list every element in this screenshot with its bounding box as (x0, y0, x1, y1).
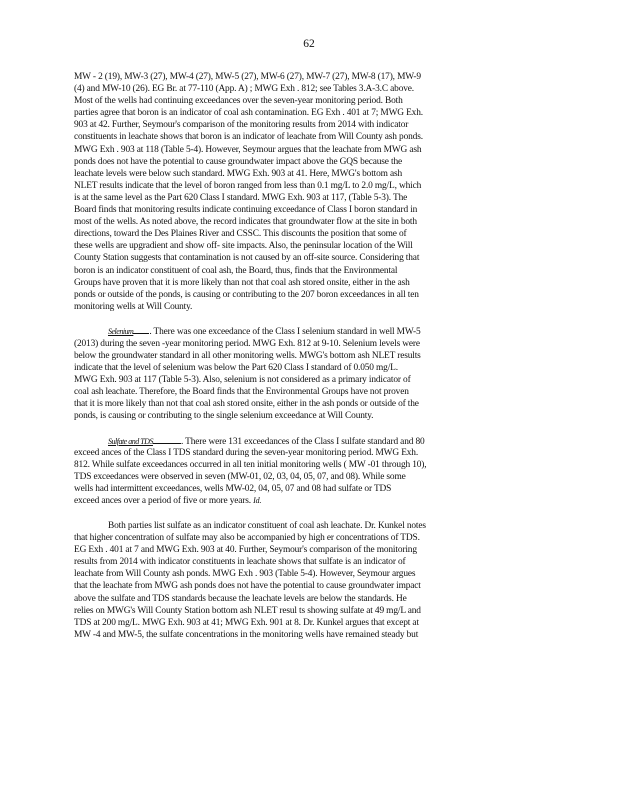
text-line: monitoring wells at Will County. (74, 301, 193, 312)
text-line: boron is an indicator constituent of coal ash, the Board, thus, finds that the Environmental (74, 265, 398, 276)
text-line: County Station suggests that contamination is not caused by an off-site source. Considering that (74, 253, 420, 264)
heading-continuation: . There was one exceedance of the Class I selenium standard in well MW-5 (149, 327, 421, 338)
text-line: MWG Exh. 903 at 117 (Table 5-3). Also, selenium is not considered as a primary indicator of (74, 374, 411, 385)
text-line: that the leachate from MWG ash ponds does not have the potential to cause groundwater impact (74, 581, 421, 592)
text-line (74, 325, 524, 337)
section-heading-selenium: Selenium (108, 327, 134, 337)
paragraph-sulfate-indicator (74, 520, 524, 641)
paragraph-sulfate-tds (74, 435, 524, 508)
text-line: MWG Exh . 903 at 118 (Table 5-4). However, Seymour argues that the leachate from MWG ash (74, 144, 422, 155)
text-line: Groups have proven that it is more likely than not that coal ash stored onsite, either in the ash (74, 277, 410, 288)
body-text (74, 71, 524, 641)
text-line: relies on MWG's Will County Station bottom ash NLET resul ts showing sulfate at 49 mg/L and (74, 605, 421, 616)
text-line: exceed ances of the Class I TDS standard during the seven-year monitoring period. MWG Exh. (74, 447, 419, 458)
text-line: leachate from Will County ash ponds. MWG Exh . 903 (Table 5-4). However, Seymour argues (74, 569, 416, 580)
text-line: parties agree that boron is an indicator of coal ash contamination. EG Exh . 401 at 7; MWG Exh. (74, 108, 423, 119)
text-line: that it is more likely than not that coal ash stored onsite, either in the ash ponds or outside of the (74, 399, 419, 410)
text-segment: exceed ances over a period of five or more years. (74, 496, 254, 507)
text-line: EG Exh . 401 at 7 and MWG Exh. 903 at 40. Further, Seymour's comparison of the monitoring (74, 545, 417, 556)
paragraph-boron (74, 71, 524, 313)
text-line (74, 435, 524, 447)
text-line: below the groundwater standard in all other monitoring wells. MWG's bottom ash NLET results (74, 350, 421, 361)
page-number: 62 (303, 38, 315, 50)
text-line: is at the same level as the Part 620 Class I standard. MWG Exh. 903 at 117, (Table 5-3). The (74, 192, 408, 203)
paragraph-selenium (74, 325, 524, 422)
text-line: indicate that the level of selenium was below the Part 620 Class I standard of 0.050 mg/L. (74, 362, 398, 373)
text-line: TDS exceedances were observed in seven (MW-01, 02, 03, 04, 05, 07, and 08). While some (74, 472, 406, 483)
text-line (74, 495, 524, 507)
text-line: Both parties list sulfate as an indicator constituent of coal ash leachate. Dr. Kunkel notes (108, 520, 426, 531)
text-line: 812. While sulfate exceedances occurred in all ten initial monitoring wells ( MW -01 through 10), (74, 460, 427, 470)
text-line: Board finds that monitoring results indicate continuing exceedance of Class I boron standard in (74, 205, 418, 216)
text-line: (4) and MW-10 (26). EG Br. at 77-110 (App. A) ; MWG Exh . 812; see Tables 3.A-3.C above. (74, 84, 414, 95)
section-heading-sulfate-tds: Sulfate and TDS (108, 436, 153, 446)
text-line: 903 at 42. Further, Seymour's comparison of the monitoring results from 2014 with indicator (74, 120, 409, 131)
text-line: leachate levels were below such standard. MWG Exh. 903 at 41. Here, MWG's bottom ash (74, 168, 403, 179)
text-line: that higher concentration of sulfate may also be accompanied by high er concentrations of TDS. (74, 533, 420, 544)
text-line: ponds or outside of the ponds, is causing or contributing to the 207 boron exceedances in all ten (74, 289, 419, 300)
text-line: (2013) during the seven -year monitoring period. MWG Exh. 812 at 9-10. Selenium levels were (74, 338, 420, 349)
text-line: wells had intermittent exceedances, wells MW-02, 04, 05, 07 and 08 had sulfate or TDS (74, 484, 392, 495)
text-line: MW - 2 (19), MW-3 (27), MW-4 (27), MW-5 (27), MW-6 (27), MW-7 (27), MW-8 (17), MW-9 (74, 72, 421, 82)
text-line: NLET results indicate that the level of boron ranged from less than 0.1 mg/L to 2.0 mg/L, which (74, 180, 422, 191)
text-line: TDS at 200 mg/L. MWG Exh. 903 at 41; MWG Exh. 901 at 8. Dr. Kunkel argues that except at (74, 617, 419, 628)
text-line: MW -4 and MW-5, the sulfate concentrations in the monitoring wells have remained steady but (74, 629, 419, 640)
text-line: these wells are upgradient and show off- site impacts. Also, the peninsular location of the Will (74, 241, 413, 252)
text-line: results from 2014 with indicator constituents in leachate shows that sulfate is an indicator of (74, 557, 406, 568)
heading-continuation: . There were 131 exceedances of the Class I sulfate standard and 80 (180, 436, 425, 447)
text-line: most of the wells. As noted above, the record indicates that groundwater flow at the site in both (74, 217, 417, 228)
text-line: directions, toward the Des Plaines River and CSSC. This discounts the position that some of (74, 229, 407, 240)
text-line: ponds does not have the potential to cause groundwater impact above the GQS because the (74, 156, 402, 167)
text-line: above the sulfate and TDS standards because the leachate levels are below the standards. He (74, 593, 407, 604)
text-line: Most of the wells had continuing exceedances over the seven-year monitoring period. Both (74, 96, 403, 107)
text-line: coal ash leachate. Therefore, the Board finds that the Environmental Groups have not proven (74, 386, 409, 397)
citation-id: Id. (253, 496, 262, 506)
text-line: ponds, is causing or contributing to the single selenium exceedance at Will County. (74, 411, 374, 422)
text-line: constituents in leachate shows that boron is an indicator of leachate from Will County ash ponds. (74, 132, 423, 143)
